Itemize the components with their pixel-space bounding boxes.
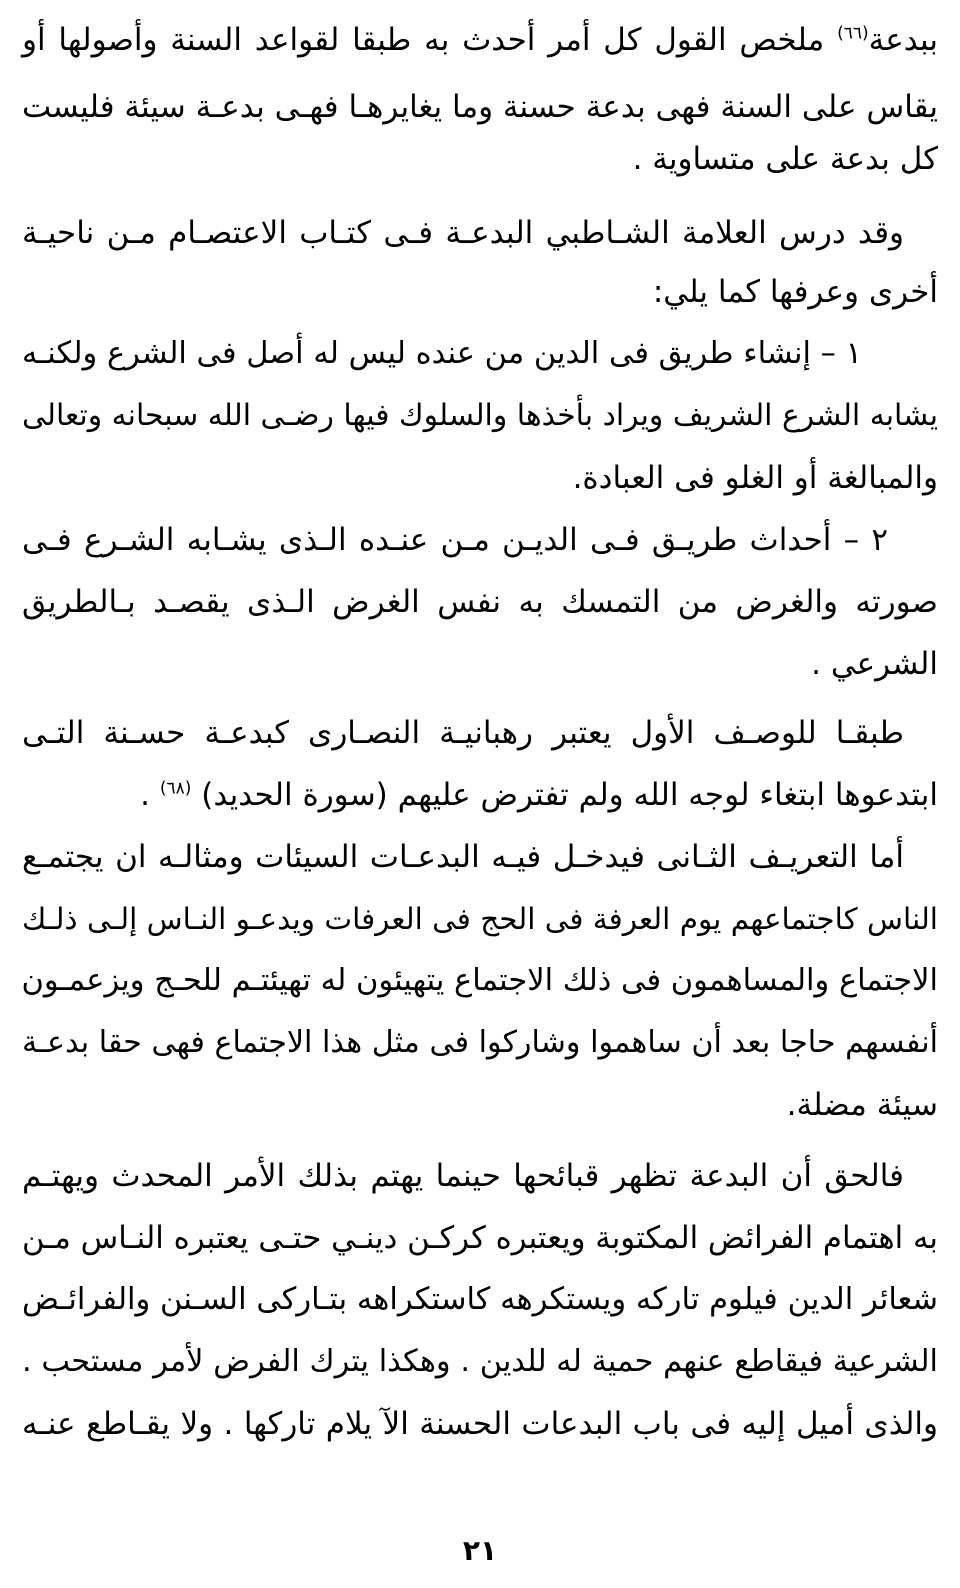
footnote-ref-68: (٦٨) [159, 778, 192, 799]
text-line-11: الشرعي . [811, 646, 938, 682]
text-line-19: فالحق أن البدعة تظهر قبائحها حينما يهتم بذلك الأمر المحدث ويهتـم [22, 1158, 904, 1194]
text-line-18: سيئة مضلة. [786, 1087, 938, 1123]
text-line-8: والمبالغة أو الغلو فى العبادة. [572, 460, 938, 496]
text-line-10: صورته والغرض من التمسك به نفس الغرض الـذى يقصـد بـالطريق [22, 584, 938, 620]
text-line-20: به اهتمام الفرائض المكتوبة ويعتبره كركـن دينـي حتـى يعتبره النـاس مـن [22, 1220, 938, 1256]
text-line-6: ١ – إنشاء طريق فى الدين من عنده ليس له أصل فى الشرع ولكنـه [22, 336, 862, 371]
footnote-ref-66: (٦٦) [837, 23, 869, 44]
text-line-21: شعائر الدين فيلوم تاركه ويستكرهه كاستكراهه بتـاركى السـنن والفرائـض [22, 1282, 938, 1317]
text-line-1: ببدعة$^{(٦٦)}$ ملخص القول كل أمر أحدث به طبقا لقواعد السنة وأصولها أو [22, 22, 938, 58]
text-line-14: أما التعريـف الثـانى فيدخـل فيـه البدعـات السيئات ومثالـه ان يجتمـع [22, 839, 904, 875]
text-line-4: وقد درس العلامة الشـاطبي البدعـة فـى كتـاب الاعتصـام مـن ناحيـة [22, 215, 904, 251]
text-line-22: الشرعية فيقاطع عنهم حمية له للدين . وهكذا يترك الفرض لأمر مستحب . [22, 1344, 938, 1379]
page-number: ٢١ [462, 1534, 498, 1567]
text-line-12: طبقـا للوصـف الأول يعتبر رهبانيـة النصـارى كبدعـة حسـنة التـى [22, 715, 904, 751]
text-line-9: ٢ – أحداث طريـق فـى الديـن مـن عنـده الـذى يشـابه الشـرع فـى [22, 522, 888, 558]
text-line-15: الناس كاجتماعهم يوم العرفة فى الحج فى العرفات ويدعـو النـاس إلـى ذلـك [22, 902, 938, 936]
text-line-7: يشابه الشرع الشريف ويراد بأخذها والسلوك فيها رضـى الله سبحانه وتعالى [22, 398, 938, 433]
text-line-13: ابتدعوها ابتغاء لوجه الله ولم تفترض عليهم (سورة الحديد) $^{(٦٨)}$ . [140, 777, 938, 813]
text-line-3: كل بدعة على متساوية . [632, 141, 938, 177]
text-line-16: الاجتماع والمساهمون فى ذلك الاجتماع يتهيئون له تهيئتـم للحـج ويزعمـون [21, 963, 938, 998]
text-line-17: أنفسهم حاجا بعد أن ساهموا وشاركوا فى مثل هذا الاجتماع فهى حقا بدعـة [22, 1025, 938, 1060]
text-line-2: يقاس على السنة فهى بدعة حسنة وما يغايرهـا فهـى بدعـة سيئة فليست [22, 89, 938, 125]
text-line-23: والذى أميل إليه فى باب البدعات الحسنة الآ يلام تاركها . ولا يقـاطع عنـه [22, 1406, 938, 1442]
text-line-5: أخرى وعرفها كما يلي: [652, 274, 938, 310]
